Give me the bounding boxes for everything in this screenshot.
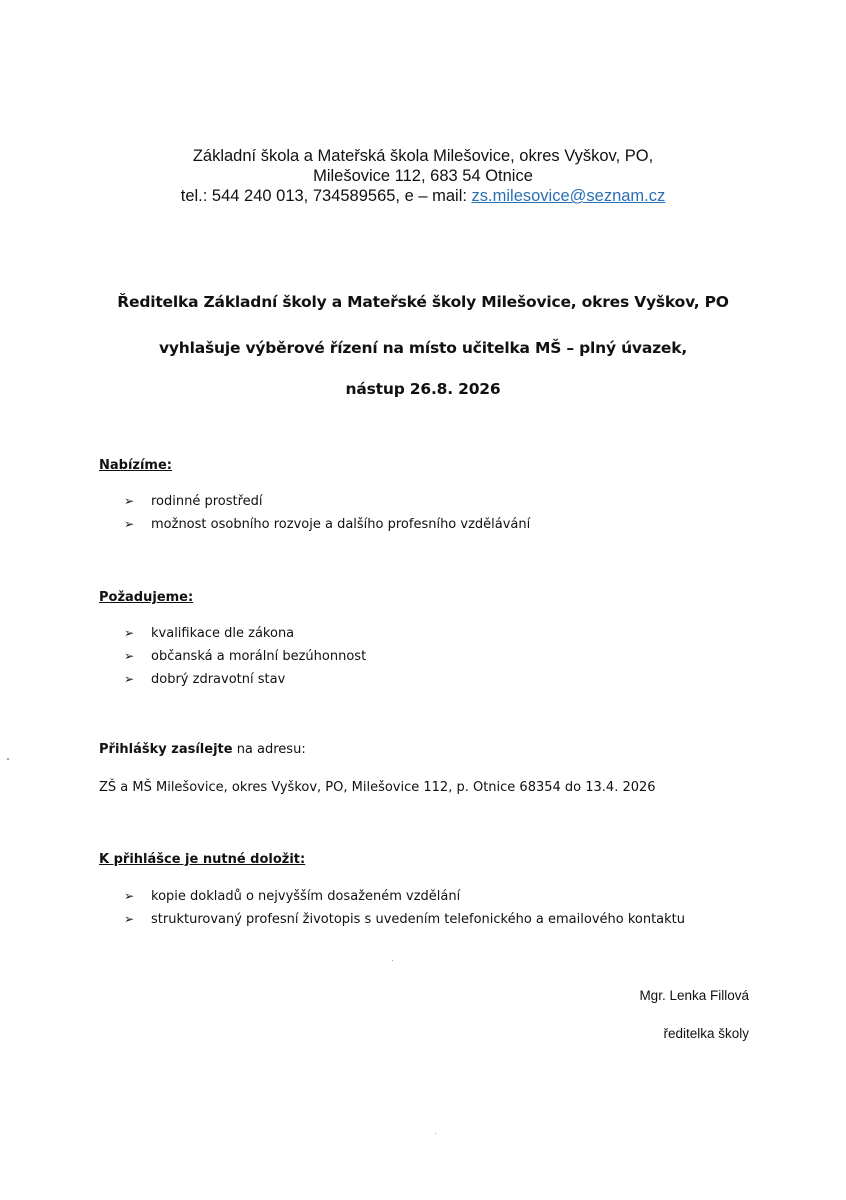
school-address: Milešovice 112, 683 54 Otnice <box>313 167 533 185</box>
announcement-line-1: Ředitelka Základní školy a Mateřské školy Milešovice, okres Vyškov, PO <box>117 293 729 311</box>
applications-label-bold: Přihlášky zasílejte <box>99 742 233 757</box>
attachments-list <box>124 885 685 931</box>
list-item-text: kopie dokladů o nejvyšším dosaženém vzdělání <box>151 889 461 904</box>
list-item <box>124 668 366 691</box>
list-item <box>124 908 685 931</box>
list-item-text: možnost osobního rozvoje a dalšího profesního vzdělávání <box>151 517 531 532</box>
list-item <box>124 490 530 513</box>
list-item-text: strukturovaný profesní životopis s uvedením telefonického a emailového kontaktu <box>151 912 686 927</box>
list-item-text: občanská a morální bezúhonnost <box>151 649 367 664</box>
arrow-bullet-icon: ➢ <box>124 672 135 686</box>
list-item-text: rodinné prostředí <box>151 494 263 509</box>
arrow-bullet-icon: ➢ <box>124 912 135 926</box>
scan-speck <box>7 758 9 760</box>
offer-list <box>124 490 530 536</box>
list-item <box>124 885 685 908</box>
attachments-heading: K přihlášce je nutné doložit: <box>99 852 306 867</box>
list-item <box>124 645 366 668</box>
signature-name: Mgr. Lenka Fillová <box>639 988 749 1003</box>
announcement-line-2: vyhlašuje výběrové řízení na místo učitelka MŠ – plný úvazek, <box>158 339 688 357</box>
arrow-bullet-icon: ➢ <box>124 517 135 531</box>
announcement-line-3: nástup 26.8. 2026 <box>345 380 501 398</box>
arrow-bullet-icon: ➢ <box>124 494 135 508</box>
contact-phones: tel.: 544 240 013, 734589565, e – mail: <box>180 187 472 205</box>
offer-heading: Nabízíme: <box>99 458 172 473</box>
applications-address: ZŠ a MŠ Milešovice, okres Vyškov, PO, Milešovice 112, p. Otnice 68354 do 13.4. 2026 <box>99 780 656 795</box>
list-item-text: dobrý zdravotní stav <box>151 672 286 687</box>
applications-label-rest: na adresu: <box>232 742 306 757</box>
arrow-bullet-icon: ➢ <box>124 626 135 640</box>
email-link[interactable]: zs.milesovice@seznam.cz <box>471 187 666 205</box>
requirements-list <box>124 622 366 691</box>
signature-role: ředitelka školy <box>663 1026 749 1041</box>
list-item <box>124 622 366 645</box>
list-item <box>124 513 530 536</box>
arrow-bullet-icon: ➢ <box>124 649 135 663</box>
school-name: Základní škola a Mateřská škola Milešovice, okres Vyškov, PO, <box>192 147 654 165</box>
scan-speck <box>435 1133 436 1134</box>
arrow-bullet-icon: ➢ <box>124 889 135 903</box>
applications-label <box>99 742 306 757</box>
school-header <box>0 146 846 206</box>
list-item-text: kvalifikace dle zákona <box>151 626 295 641</box>
scan-speck <box>392 960 393 961</box>
requirements-heading: Požadujeme: <box>99 590 194 605</box>
school-contact <box>0 186 846 206</box>
